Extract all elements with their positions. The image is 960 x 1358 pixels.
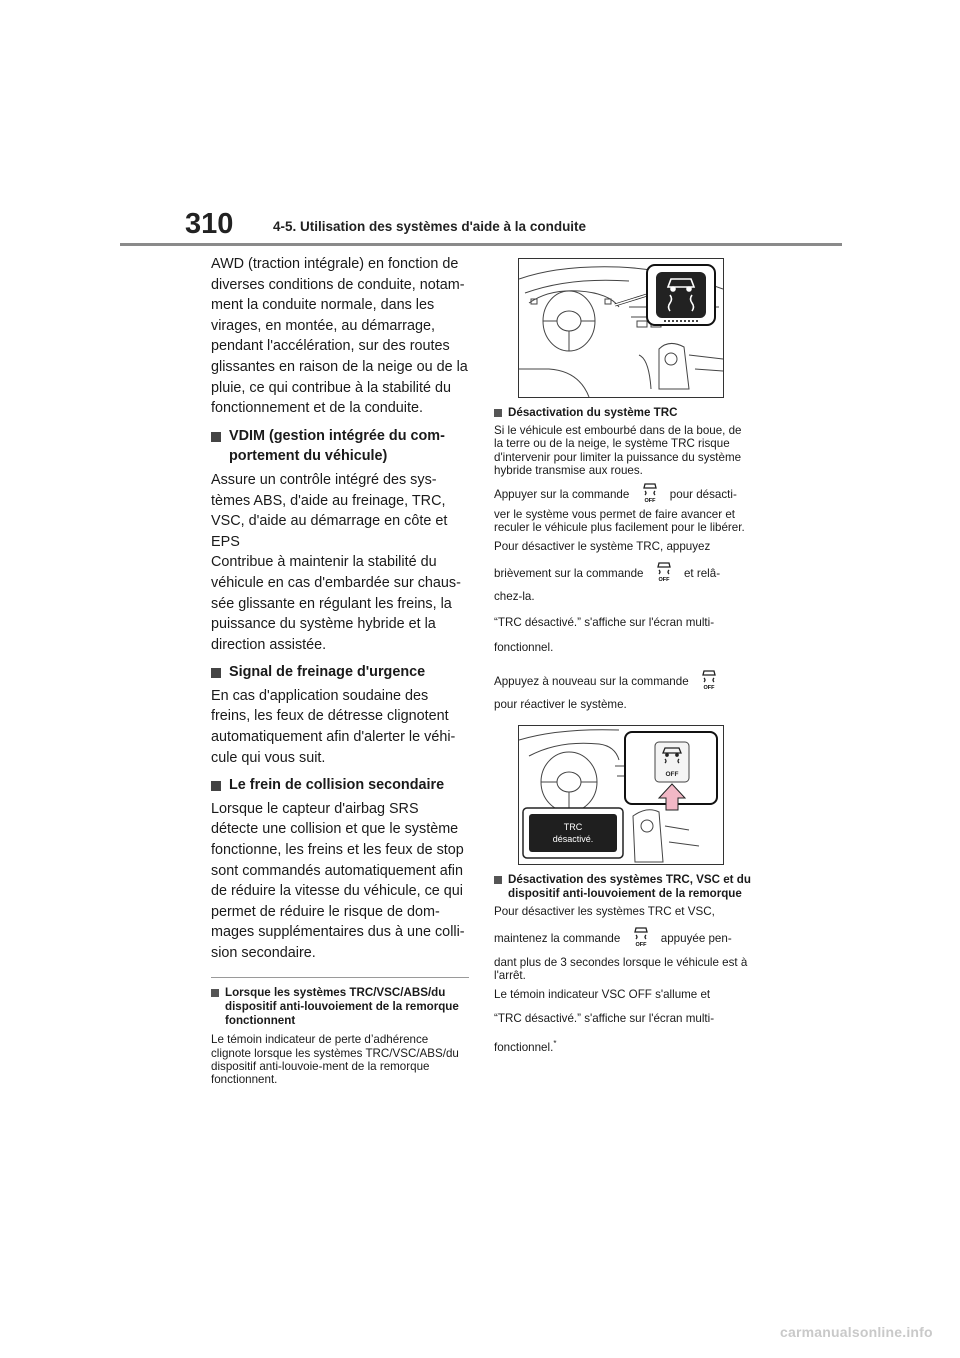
vdim-text-2: Contribue à maintenir la stabilité du véhicule en cas d'embardée sur chaus-sée glissante en régulant les freins, la puissance du système hybride et la direction assistée. [211, 554, 461, 653]
vsc-off-heading: Désactivation des systèmes TRC, VSC et du dispositif anti-louvoiement de la remorque [494, 873, 752, 901]
figure-dashboard-skid-indicator [518, 258, 724, 398]
section-vdim-heading: VDIM (gestion intégrée du com-portement du véhicule) [211, 426, 469, 467]
screen-line-1: TRC [563, 822, 583, 833]
vsc-text-1a: Pour désactiver les systèmes TRC et VSC, [494, 905, 715, 919]
trc-text-2b: pour désacti- [669, 488, 737, 502]
trc-text-3-line [494, 561, 752, 586]
trc-text-4b: fonctionnel. [494, 641, 554, 655]
vsc-text-4: fonctionnel. [494, 1040, 554, 1054]
trc-text-5b: pour réactiver le système. [494, 698, 627, 712]
figure-trc-off-switch [518, 725, 724, 865]
trc-text-3b: brièvement sur la commande [494, 566, 644, 580]
trc-text-2a: Appuyer sur la commande [494, 488, 630, 502]
trc-text-3c: et relâ- [683, 566, 721, 580]
footnote-mark: * [553, 1038, 557, 1048]
header-rule [120, 243, 842, 246]
note-text: Le témoin indicateur de perte d’adhérence clignote lorsque les systèmes TRC/VSC/ABS/du dispositif anti-louvoie-ment de la remorque fonctionnent. [211, 1033, 459, 1087]
section-frein-heading: Le frein de collision secondaire [211, 775, 469, 796]
svg-text:OFF: OFF [635, 942, 647, 949]
switch-off-label: OFF [665, 771, 679, 779]
vsc-text-1b: maintenez la commande [494, 932, 621, 946]
dashboard-illustration [519, 259, 723, 397]
vsc-text-1c: appuyée pen- [660, 932, 732, 946]
left-column [211, 254, 469, 1087]
watermark: carmanualsonline.info [780, 1324, 933, 1340]
note-heading: Lorsque les systèmes TRC/VSC/ABS/du dispositif anti-louvoiement de la remorque fonctionnent [211, 986, 469, 1029]
chapter-title: 4-5. Utilisation des systèmes d'aide à la conduite [273, 219, 587, 234]
trc-off-switch-icon [655, 561, 673, 586]
screen-line-2: désactivé. [552, 834, 594, 845]
trc-off-heading: Désactivation du système TRC [494, 406, 752, 420]
trc-off-switch-icon [641, 482, 659, 507]
switch-callout [625, 732, 717, 810]
vsc-text-2: Le témoin indicateur VSC OFF s'allume et [494, 987, 711, 1001]
vsc-text-3: “TRC désactivé.” s'affiche sur l'écran multi- [494, 1012, 715, 1026]
svg-text:OFF: OFF [658, 577, 670, 584]
svg-text:OFF: OFF [703, 684, 715, 691]
signal-text: En cas d'application soudaine des freins, les feux de détresse clignotent automatiquement afin d'alerter le véhi-cule qui vous suit. [211, 687, 456, 766]
note-separator [211, 977, 469, 978]
trc-text-3a: Pour désactiver le système TRC, appuyez [494, 539, 711, 553]
vsc-text-1-line [494, 926, 752, 951]
frein-text: Lorsque le capteur d'airbag SRS détecte une collision et que le système fonctionne, les freins et les feux de stop sont commandés automatiquement afin de réduire la vitesse du véhicule, ce qui permet de réduire le risque de dom-mages supplémentaires dus à une colli-sion secondaire. [211, 800, 465, 961]
trc-text-3d: chez-la. [494, 590, 535, 604]
switch-illustration [519, 726, 723, 864]
right-column [494, 258, 752, 1059]
svg-text:OFF: OFF [644, 498, 656, 505]
trc-off-switch-icon [632, 926, 650, 951]
skid-indicator-callout [647, 265, 715, 325]
trc-off-switch-icon [700, 669, 718, 694]
trc-off-text-2-line [494, 482, 752, 507]
section-signal-heading: Signal de freinage d'urgence [211, 662, 469, 683]
vsc-text-4-line [494, 1037, 752, 1054]
trc-text-2c: ver le système vous permet de faire avancer et reculer le véhicule plus facilement pour le libérer. [494, 507, 745, 535]
trc-text-5-line [494, 669, 752, 694]
multi-info-display [523, 808, 623, 858]
intro-paragraph: AWD (traction intégrale) en fonction de diverses conditions de conduite, notam-ment la conduite normale, dans les virages, en montée, au démarrage, pendant l'accélération, sur des routes glissantes en raison de la neige ou de la pluie, ce qui contribue à la stabilité du fonctionnement et de la conduite. [211, 256, 468, 417]
trc-text-5a: Appuyez à nouveau sur la commande [494, 674, 689, 688]
vsc-text-1d: dant plus de 3 secondes lorsque le véhicule est à l'arrêt. [494, 955, 748, 983]
page-number: 310 [185, 208, 234, 240]
trc-text-4: “TRC désactivé.” s'affiche sur l'écran multi- [494, 615, 715, 629]
vdim-text-1: Assure un contrôle intégré des sys-tèmes ABS, d'aide au freinage, TRC, VSC, d'aide au démarrage en côte et EPS [211, 471, 448, 550]
page-header [0, 0, 960, 250]
trc-off-text-1: Si le véhicule est embourbé dans de la boue, de la terre ou de la neige, le système TRC risque d'intervenir pour limiter la puissance du système hybride transmise aux roues. [494, 423, 742, 478]
